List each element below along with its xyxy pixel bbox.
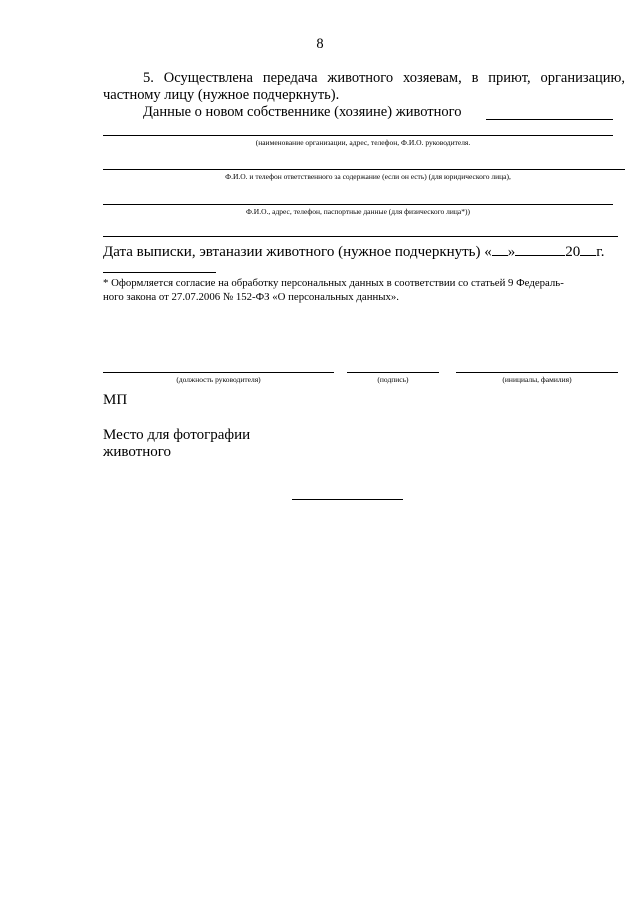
item5-line2: частному лицу (нужное подчеркнуть). xyxy=(103,87,340,103)
date-line-text: Дата выписки, эвтаназии животного (нужное подчеркнуть) « xyxy=(103,244,492,260)
signature-line[interactable] xyxy=(347,372,439,373)
page-number: 8 xyxy=(316,36,324,52)
date-quote-close: » xyxy=(507,244,516,260)
month-blank[interactable] xyxy=(515,242,565,256)
photo-label-line1: Место для фотографии xyxy=(103,427,251,443)
name-caption: (инициалы, фамилия) xyxy=(502,375,572,384)
org-details-caption: (наименование организации, адрес, телефон, Ф.И.О. руководителя. xyxy=(255,138,471,147)
footnote-line2: ного закона от 27.07.2006 № 152-ФЗ «О персональных данных». xyxy=(103,291,399,303)
new-owner-label xyxy=(143,104,461,121)
person-details-blank-line[interactable] xyxy=(103,204,613,205)
signature-caption: (подпись) xyxy=(377,375,409,384)
item5-line1: 5. Осуществлена передача животного хозяевам, в приют, организацию, xyxy=(143,70,625,86)
date-year-prefix: 20 xyxy=(565,244,581,260)
responsible-blank-line[interactable] xyxy=(103,169,625,170)
position-signature-line[interactable] xyxy=(103,372,334,373)
name-signature-line[interactable] xyxy=(456,372,618,373)
photo-label-line2: животного xyxy=(103,444,172,460)
date-year-suffix: г. xyxy=(596,244,605,260)
new-owner-blank-field[interactable] xyxy=(486,119,613,120)
year-blank[interactable] xyxy=(580,242,596,256)
person-details-caption: Ф.И.О., адрес, телефон, паспортные данные (для физического лица*)) xyxy=(245,207,471,216)
new-owner-label-text: Данные о новом собственнике (хозяине) животного xyxy=(143,104,462,120)
stamp-label: МП xyxy=(103,392,128,408)
org-details-blank-line[interactable] xyxy=(103,135,613,136)
footnote-line1: * Оформляется согласие на обработку персональных данных в соответствии со статьей 9 Федераль- xyxy=(103,277,564,289)
extra-blank-line[interactable] xyxy=(103,236,618,237)
date-line xyxy=(103,242,605,261)
day-blank[interactable] xyxy=(492,242,508,256)
position-caption: (должность руководителя) xyxy=(176,375,261,384)
responsible-caption: Ф.И.О. и телефон ответственного за содержание (если он есть) (для юридического лица), xyxy=(225,172,511,181)
document-end-rule xyxy=(292,499,403,500)
footnote-separator xyxy=(103,272,216,273)
